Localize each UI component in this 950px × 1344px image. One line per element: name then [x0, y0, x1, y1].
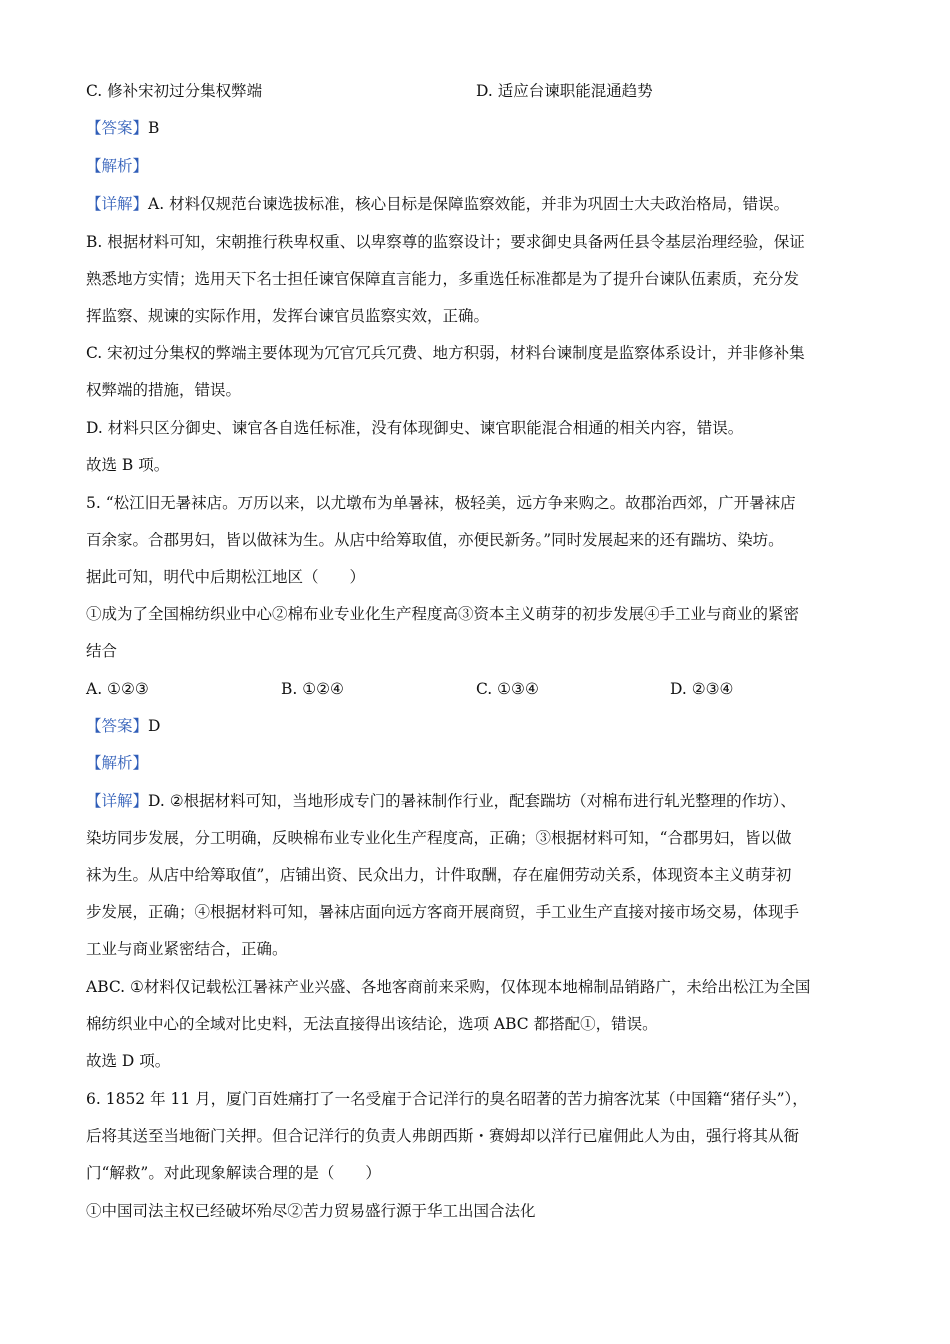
- q5-analysis-tag: 【解析】: [86, 754, 149, 772]
- q5-stem-line: 据此可知，明代中后期松江地区（ ）: [86, 568, 366, 586]
- q5-option-a: A. ①②③: [86, 680, 149, 698]
- detail-tag: 【详解】: [86, 792, 149, 810]
- q4-detail-line: 权弊端的措施，错误。: [86, 381, 242, 399]
- q5-detail-line: 棉纺织业中心的全域对比史料，无法直接得出该结论，选项 ABC 都搭配①，错误。: [86, 1015, 658, 1033]
- answer-value: B: [148, 119, 160, 137]
- q6-stem-line: 6. 1852 年 11 月，厦门百姓痛打了一名受雇于合记洋行的臭名昭著的苦力掮客沈某（中国籍“猪仔头”），: [86, 1090, 808, 1108]
- q4-detail-line: 挥监察、规谏的实际作用，发挥台谏官员监察实效，正确。: [86, 307, 490, 325]
- q5-option-d: D. ②③④: [670, 680, 734, 698]
- q6-stem-line: 门“解救”。对此现象解读合理的是（ ）: [86, 1164, 381, 1182]
- q5-stem-line: 百余家。合郡男妇，皆以做袜为生。从店中给筹取值，亦便民新务。”同时发展起来的还有踹坊、染坊。: [86, 531, 784, 549]
- q5-detail-line: 染坊同步发展，分工明确，反映棉布业专业化生产程度高，正确；③根据材料可知，“合郡男妇，皆以做: [86, 829, 792, 847]
- q5-detail-line: ABC. ①材料仅记载松江暑袜产业兴盛、各地客商前来采购，仅体现本地棉制品销路广，未给出松江为全国: [86, 978, 811, 996]
- q4-detail-line: [86, 193, 866, 215]
- q5-detail-line: 袜为生。从店中给筹取值”，店铺出资、民众出力，计件取酬，存在雇佣劳动关系，体现资本主义萌芽初: [86, 866, 792, 884]
- q5-conclusion: 故选 D 项。: [86, 1052, 171, 1070]
- q4-conclusion: 故选 B 项。: [86, 456, 170, 474]
- q5-option-b: B. ①②④: [281, 680, 344, 698]
- q5-detail-line: 步发展，正确；④根据材料可知，暑袜店面向远方客商开展商贸，手工业生产直接对接市场交易，体现手: [86, 903, 800, 921]
- answer-tag: 【答案】: [86, 119, 149, 137]
- q4-option-c: C. 修补宋初过分集权弊端: [86, 82, 263, 100]
- q4-answer: [86, 117, 866, 139]
- detail-tag: 【详解】: [86, 195, 149, 213]
- q6-stem-line: ①中国司法主权已经破坏殆尽②苦力贸易盛行源于华工出国合法化: [86, 1202, 536, 1220]
- q4-detail-line: D. 材料只区分御史、谏官各自选任标准，没有体现御史、谏官职能混合相通的相关内容，错误。: [86, 419, 744, 437]
- q5-detail-line: 工业与商业紧密结合，正确。: [86, 940, 288, 958]
- q5-answer: [86, 715, 866, 737]
- q6-stem-line: 后将其送至当地衙门关押。但合记洋行的负责人弗朗西斯・赛姆却以洋行已雇佣此人为由，强行将其从衙: [86, 1127, 800, 1145]
- q5-stem-line: ①成为了全国棉纺织业中心②棉布业专业化生产程度高③资本主义萌芽的初步发展④手工业与商业的紧密: [86, 605, 800, 623]
- q4-detail-line: C. 宋初过分集权的弊端主要体现为冗官冗兵冗费、地方积弱，材料台谏制度是监察体系设计，并非修补集: [86, 344, 805, 362]
- q4-option-d: D. 适应台谏职能混通趋势: [476, 82, 653, 100]
- q5-option-c: C. ①③④: [476, 680, 539, 698]
- answer-value: D: [148, 717, 161, 735]
- q4-detail-line: B. 根据材料可知，宋朝推行秩卑权重、以卑察尊的监察设计；要求御史具备两任县令基层治理经验，保证: [86, 233, 805, 251]
- q4-detail-line: 熟悉地方实情；选用天下名士担任谏官保障直言能力，多重选任标准都是为了提升台谏队伍素质，充分发: [86, 270, 800, 288]
- detail-text: D. ②根据材料可知，当地形成专门的暑袜制作行业，配套踹坊（对棉布进行轧光整理的作坊）、: [148, 792, 796, 810]
- answer-tag: 【答案】: [86, 717, 149, 735]
- detail-text: A. 材料仅规范台谏选拔标准，核心目标是保障监察效能，并非为巩固士大夫政治格局，错误。: [148, 195, 790, 213]
- q5-stem-line: 5. “松江旧无暑袜店。万历以来，以尤墩布为单暑袜，极轻美，远方争来购之。故郡治西郊，广开暑袜店: [86, 494, 796, 512]
- q5-stem-line: 结合: [86, 642, 118, 660]
- q4-analysis-tag: 【解析】: [86, 157, 149, 175]
- q5-detail-line: [86, 790, 866, 812]
